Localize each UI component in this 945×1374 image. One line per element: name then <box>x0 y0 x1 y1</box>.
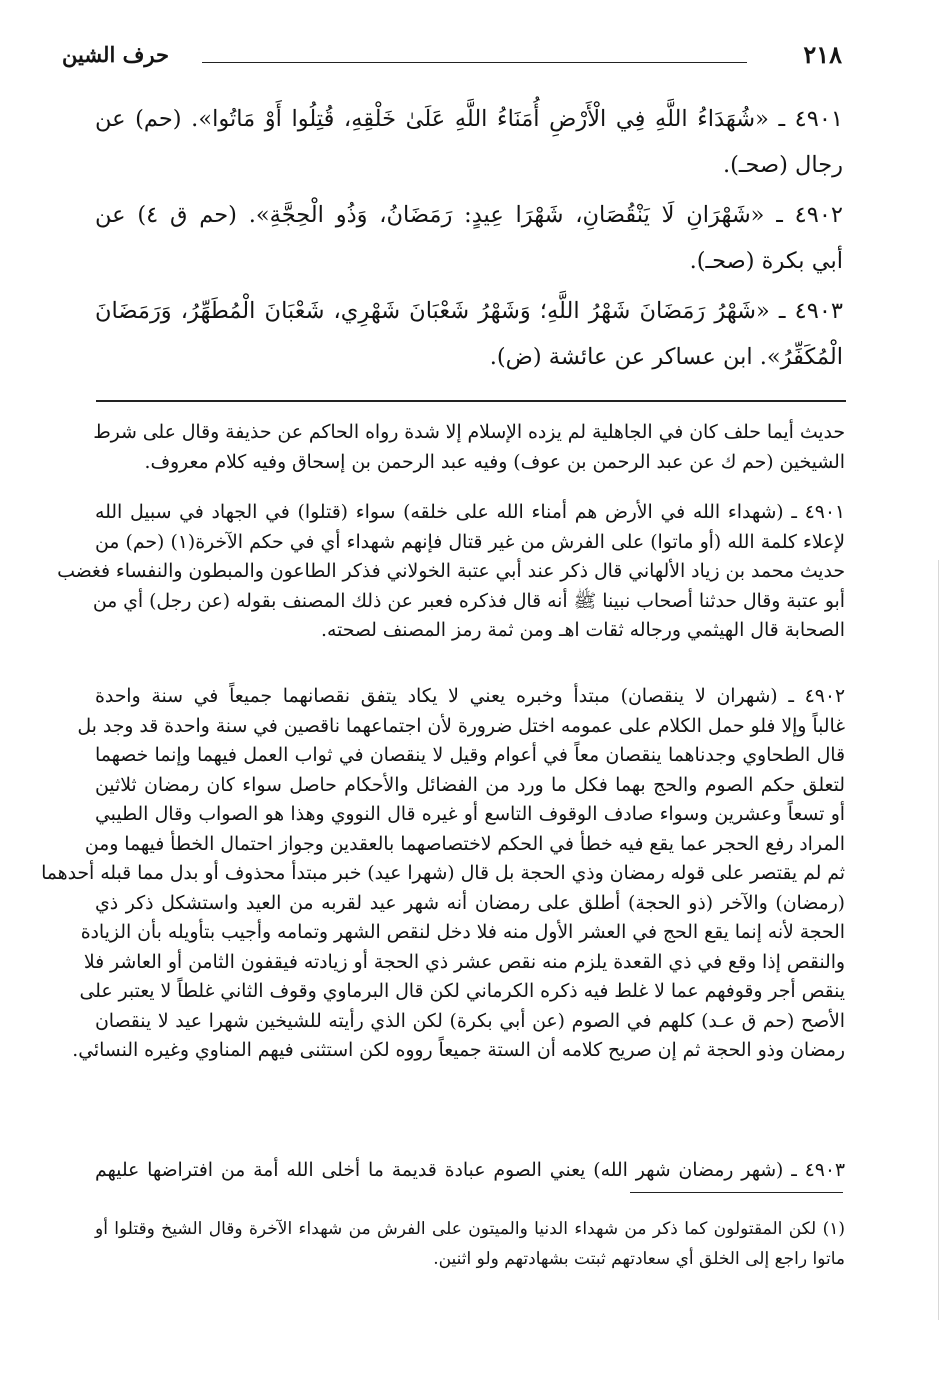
chapter-title: حرف الشين <box>62 42 169 67</box>
hadith-line: ٤٩٠٣ ـ «شَهْرُ رَمَضَانَ شَهْرُ اللَّهِ؛ وَشَهْرُ شَعْبَانَ شَهْرِي، شَعْبَانَ الْمُطَهِّرُ، وَرَمَضَانَ <box>95 298 843 324</box>
commentary-4903 <box>95 1156 845 1186</box>
commentary-line: أبو عتبة وقال حدثنا أصحاب نبينا ﷺ أنه قال فذكره فعبر عن ذلك المصنف بقوله (عن رجل) أي من <box>92 590 845 612</box>
commentary-line: ٤٩٠٣ ـ (شهر رمضان شهر الله) يعني الصوم عبادة قديمة ما أخلى الله أمة من افتراضها عليهم <box>95 1160 845 1181</box>
commentary-line: لتعلق حكم الصوم والحج بهما فكل ما ورد من الفضائل والأحكام حاصل سواء كان رمضان ثلاثين <box>95 774 845 796</box>
hadith-4901 <box>95 96 843 188</box>
commentary-line: رمضان وذو الحجة ثم إن صريح كلامه أن الستة جميعاً رووه لكن استثنى فيهم المناوي وغيره النسائي. <box>72 1040 845 1061</box>
commentary-line: الشيخين (حم ك عن عبد الرحمن بن عوف) وفيه عبد الرحمن بن إسحاق وفيه كلام معروف. <box>144 451 845 473</box>
commentary-4902 <box>41 682 845 1066</box>
commentary-line: (رمضان) والآخر (ذو الحجة) أطلق على رمضان أنه شهر عيد لقربه من العيد واستشكل ذكر ذي <box>95 892 845 914</box>
scan-edge-line <box>938 560 939 1320</box>
page-header <box>62 38 842 74</box>
header-rule <box>202 62 747 63</box>
commentary-line: والنقص إذا وقع في ذي القعدة يلزم منه نقص عشر ذي الحجة أو زيادته فيقفون الثامن أو العاشر فلا <box>83 951 845 973</box>
hadith-line: ٤٩٠١ ـ «شُهَدَاءُ اللَّهِ فِي الْأَرْضِ أُمَنَاءُ اللَّهِ عَلَىٰ خَلْقِهِ، قُتِلُوا أَوْ مَاتُوا». (حم) عن <box>95 106 843 132</box>
commentary-line: حديث أيما حلف كان في الجاهلية لم يزده الإسلام إلا شدة رواه الحاكم عن حذيفة وقال على شرط <box>93 422 845 443</box>
hadith-line: الْمُكَفِّرُ». ابن عساكر عن عائشة (ض). <box>489 344 843 370</box>
footnotes <box>95 1214 845 1274</box>
commentary-4901 <box>57 498 845 646</box>
commentary-line: حديث محمد بن زياد الألهاني قال ذكر عند أبي عتبة الخولاني فذكر الطاعون والمبطون والنفساء فغضب <box>57 561 845 582</box>
footnote-line: ماتوا راجع إلى الخلق أي سعادتهم ثبتت بشهادتهم ولو اثنين. <box>433 1249 845 1269</box>
commentary-line: الحجة لأنه إنما يقع الحج في العشر الأول منه فلا دخل لنقص الشهر وتمامه وأجيب بتأويله بأن الزيادة <box>80 922 845 943</box>
commentary-line: ثم لم يقتصر على قوله رمضان وذي الحجة بل قال (شهرا عيد) خبر مبتدأ محذوف أو بدل مما قبله أحدهما <box>41 863 845 884</box>
commentary-line: لإعلاء كلمة الله (أو ماتوا) على الفرش من غير قتال فإنهم شهداء أي في حكم الآخرة(١) (حم) من <box>95 531 845 553</box>
hadith-line: رجال (صحـ). <box>722 152 843 178</box>
commentary-line: ٤٩٠٢ ـ (شهران لا ينقصان) مبتدأ وخبره يعني لا يكاد يتفق نقصانهما جميعاً في سنة واحدة <box>95 686 845 707</box>
commentary-carryover <box>95 418 845 477</box>
commentary-line: الصحابة قال الهيثمي ورجاله ثقات اهـ ومن ثمة رمز المصنف لصحته. <box>321 620 845 641</box>
footnote-rule <box>630 1192 843 1193</box>
hadith-4903 <box>95 288 843 380</box>
page-number: ٢١٨ <box>803 40 842 69</box>
hadith-line: ٤٩٠٢ ـ «شَهْرَانِ لَا يَنْقُصَانِ، شَهْرَا عِيدٍ: رَمَضَانُ، وَذُو الْحِجَّةِ». (حم ق ٤) عن <box>95 202 843 228</box>
commentary-line: أو تسعاً وعشرين وسواء صادف الوقوف التاسع أو غيره قال النووي وهذا هو الصواب وقال الطيبي <box>95 804 845 825</box>
hadith-line: أبي بكرة (صحـ). <box>689 248 843 274</box>
hadith-4902 <box>95 192 843 284</box>
commentary-line: ينقص أجر وقوفهم عما لا غلط فيه ذكره الكرماني لكن قال البرماوي وقوف الثاني غلطاً لا يعتبر على <box>79 981 845 1002</box>
section-divider <box>96 400 846 402</box>
footnote-line: (١) لكن المقتولون كما ذكر من شهداء الدنيا والميتون على الفرش من شهداء الآخرة وقال الشيخ وقتلوا أو <box>95 1219 845 1239</box>
commentary-line: غالباً وإلا فلو حمل الكلام على عمومه اختل ضرورة لأن اجتماعهما ناقصين في سنة واحدة قد وجد بل <box>77 715 845 737</box>
commentary-line: قال الطحاوي وجدناهما ينقصان معاً في أعوام وقيل لا ينقصان في ثواب العمل فيهما وإنما خصهما <box>95 745 845 766</box>
commentary-line: المراد رفع الحجر عما يقع فيه خطأ في الحكم لاختصاصهما بالعقدين وجواز احتمال الخطأ فيهما ومن <box>84 833 845 855</box>
commentary-line: ٤٩٠١ ـ (شهداء الله في الأرض هم أمناء الله على خلقه) سواء (قتلوا) في الجهاد في سبيل الله <box>95 502 845 523</box>
commentary-line: الأصح (حم ق عـد) كلهم في الصوم (عن أبي بكرة) لكن الذي رأيته للشيخين شهرا عيد لا ينقصان <box>95 1010 845 1032</box>
